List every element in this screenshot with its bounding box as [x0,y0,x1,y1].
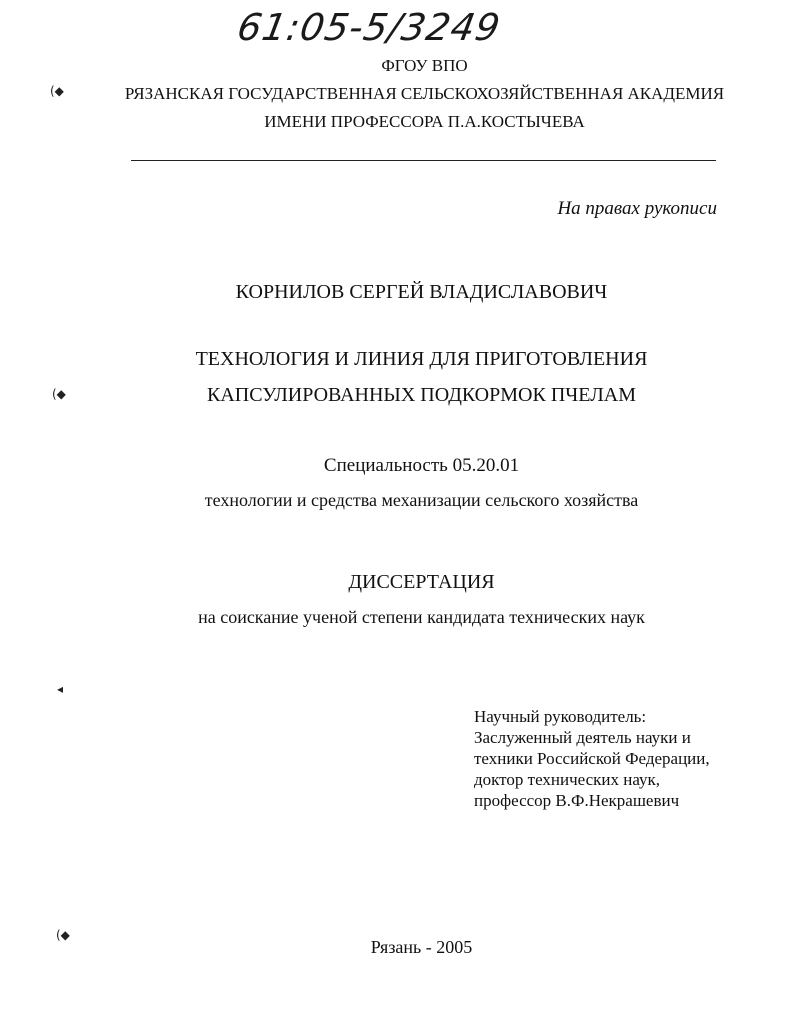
supervisor-line-1: Научный руководитель: [474,707,647,726]
academy-named-after: ИМЕНИ ПРОФЕССОРА П.А.КОСТЫЧЕВА [264,112,585,131]
supervisor-line-2: Заслуженный деятель науки и [474,728,691,747]
supervisor-block [474,706,710,811]
binding-mark-icon: ◂ [57,682,64,696]
document-type: ДИССЕРТАЦИЯ [348,571,495,593]
supervisor-line-5: профессор В.Ф.Некрашевич [474,791,680,810]
academy-name: РЯЗАНСКАЯ ГОСУДАРСТВЕННАЯ СЕЛЬСКОХОЗЯЙСТВЕННАЯ АКАДЕМИЯ [124,84,725,103]
thesis-title-line-1: ТЕХНОЛОГИЯ И ЛИНИЯ ДЛЯ ПРИГОТОВЛЕНИЯ [195,348,648,370]
specialty-code: Специальность 05.20.01 [323,455,520,476]
manuscript-note: На правах рукописи [557,198,717,219]
handwritten-archive-code: 61:05-5/3249 [234,6,504,49]
supervisor-line-4: доктор технических наук, [474,770,661,789]
org-type: ФГОУ ВПО [381,56,468,75]
binding-mark-icon: (◆ [50,84,64,98]
thesis-title-line-2: КАПСУЛИРОВАННЫХ ПОДКОРМОК ПЧЕЛАМ [206,384,636,406]
specialty-description: технологии и средства механизации сельского хозяйства [204,490,639,510]
binding-mark-icon: (◆ [52,387,66,401]
author-name: КОРНИЛОВ СЕРГЕЙ ВЛАДИСЛАВОВИЧ [235,281,608,303]
binding-mark-icon: (◆ [56,928,70,942]
supervisor-line-3: техники Российской Федерации, [474,749,710,768]
city-year: Рязань - 2005 [370,937,473,957]
degree-line: на соискание ученой степени кандидата технических наук [198,607,645,627]
header-divider [131,160,716,161]
